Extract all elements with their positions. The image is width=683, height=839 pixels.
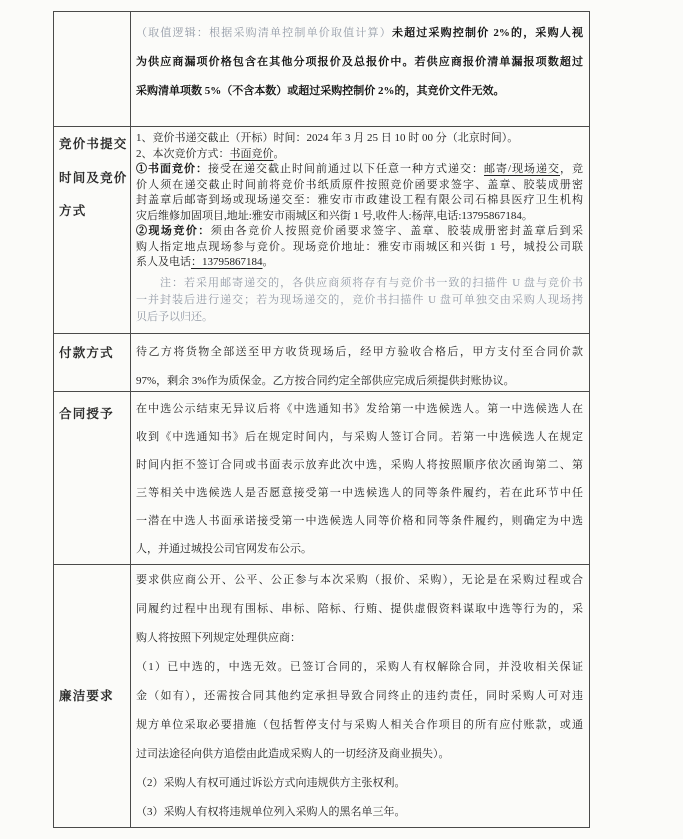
row-header-label: 廉洁要求	[59, 689, 114, 703]
row-header-cell	[54, 127, 131, 333]
text-line	[136, 224, 583, 240]
text-line	[136, 338, 583, 367]
text-segment: 2、本次竞价方式：	[136, 147, 230, 160]
text-line	[136, 535, 583, 563]
row-header-cell	[54, 334, 131, 391]
procurement-table	[53, 11, 590, 828]
text-segment: 。	[262, 256, 274, 268]
text-line	[136, 395, 583, 423]
text-segment: ：13795867184	[191, 256, 263, 268]
text-line	[136, 624, 583, 653]
text-segment: 时间内拒不签订合同或书面表示放弃此次中选，采购人将按照顺序依次函询第二、第	[136, 459, 583, 471]
text-segment: （2）采购人有权可通过诉讼方式向违规供方主张权利。	[136, 777, 406, 789]
text-line	[136, 292, 583, 309]
text-line	[136, 451, 583, 479]
text-segment: 金（如有），还需按合同其他约定承担导致合同终止的违约责任，同时采购人可对违	[136, 690, 583, 702]
text-line	[136, 147, 583, 163]
text-line	[136, 131, 583, 147]
text-line	[136, 309, 583, 326]
text-segment: （3）采购人有权将违规单位列入采购人的黑名单三年。	[136, 806, 406, 818]
text-segment: 过司法途径向供方追偿由此造成采购人的一切经济及商业损失）。	[136, 748, 450, 760]
text-line	[136, 162, 583, 178]
text-line	[136, 798, 583, 827]
text-segment: 封盖章后邮寄到场或现场递交至：雅安市市政建设工程有限公司石棉县医疗卫生机构	[136, 194, 583, 206]
text-line	[136, 479, 583, 507]
text-line	[136, 367, 583, 391]
text-segment: ，竞	[560, 163, 583, 175]
text-line	[136, 275, 583, 292]
text-line	[136, 209, 583, 225]
text-line	[136, 566, 583, 595]
text-segment: 收到《中选通知书》后在规定时间内，与采购人签订合同。若第一中选候选人在规定	[136, 431, 583, 443]
text-segment: 灾后维修加固项目,地址:雅安市雨城区和兴街 1 号,收件人:杨萍,电话:13795867184。	[136, 209, 533, 222]
text-line	[136, 255, 583, 271]
text-segment: 。	[273, 147, 285, 160]
text-segment: 未超过采购控制价 2%的，采购人视	[391, 27, 583, 39]
table-row-integrity	[54, 565, 589, 827]
text-line	[136, 769, 583, 798]
text-segment: （取值逻辑：根据采购清单控制单价取值计算）	[136, 27, 392, 39]
text-segment: 接受在递交截止时间前通过以下任意一种方式递交：	[208, 163, 484, 175]
text-segment: 注：若采用邮寄递交的，各供应商须将存有与竞价书一致的扫描件 U 盘与竞价书	[160, 276, 583, 289]
text-segment: 书面竞价	[229, 147, 274, 160]
row-content-cell	[131, 334, 589, 391]
text-segment: 人，并通过城投公司官网发布公示。	[136, 543, 312, 555]
text-segment: （1）已中选的，中选无效。已签订合同的，采购人有权解除合同，并没收相关保证	[136, 661, 583, 673]
row-header-cell	[54, 12, 131, 126]
text-segment: 规方单位采取必要措施（包括暂停支付与采购人相关合作项目的所有应付账款，或通	[136, 719, 583, 731]
row-header-cell	[54, 565, 131, 827]
row-content-cell	[131, 392, 589, 564]
text-segment: 三等相关中选候选人是否愿意接受第一中选候选人的同等条件履约，若在此环节中任	[136, 487, 583, 499]
row-header-label: 付款方式	[59, 346, 114, 360]
text-line	[136, 193, 583, 209]
text-segment: ②现场竞价：	[136, 225, 211, 237]
text-segment: 待乙方将货物全部送至甲方收货现场后，经甲方验收合格后，甲方支付至合同价款	[136, 346, 583, 358]
text-segment: 一并封装后进行递交；若为现场递交的，竞价书扫描件 U 盘可单独交由采购人现场拷	[136, 293, 583, 306]
row-header-label: 合同授予	[59, 407, 114, 421]
text-segment: 一潜在中选人书面承诺接受第一中选候选人同等价格和同等条件履约，则确定为中选	[136, 515, 583, 527]
text-segment: 1、竞价书递交截止（开标）时间：2024 年 3 月 25 日 10 时 00 分（北京时间）。	[136, 132, 519, 144]
text-line	[136, 48, 583, 77]
text-line	[136, 423, 583, 451]
text-segment: 购人将按照下列规定处理供应商：	[136, 632, 301, 644]
text-segment: 97%，剩余 3%作为质保金。乙方按合同约定全部供应完成后须提供封账协议。	[136, 375, 515, 387]
table-row-award	[54, 392, 589, 565]
text-line	[136, 595, 583, 624]
text-line	[136, 711, 583, 740]
text-line	[136, 178, 583, 194]
row-header-label: 方式	[59, 204, 87, 218]
text-line	[136, 507, 583, 535]
text-segment: ①书面竞价：	[136, 163, 208, 175]
table-row-payment	[54, 334, 589, 392]
text-line	[136, 653, 583, 682]
text-segment: 贝后予以归还。	[136, 310, 213, 323]
text-segment: 采购清单项数 5%（不含本数）或超过采购控制价 2%的，其竞价文件无效。	[136, 85, 505, 97]
row-header-label: 竞价书提交	[59, 137, 128, 151]
row-header-cell	[54, 392, 131, 564]
text-segment: 在中选公示结束无异议后将《中选通知书》发给第一中选候选人。第一中选候选人在	[136, 403, 583, 415]
text-segment: 要求供应商公开、公平、公正参与本次采购（报价、采购），无论是在采购过程或合	[136, 574, 583, 586]
text-segment: 须由各竞价人按照竞价函要求签字、盖章、胶装成册密封盖章后到采	[210, 225, 583, 237]
text-line	[136, 77, 583, 106]
text-segment: 购人指定地点现场参与竞价。现场竞价地址：雅安市雨城区和兴街 1 号，城投公司联	[136, 240, 583, 253]
row-content-cell	[131, 12, 589, 126]
text-line	[136, 240, 583, 256]
row-header-label: 时间及竞价	[59, 170, 128, 185]
row-content-cell	[131, 565, 589, 827]
text-line	[136, 682, 583, 711]
text-segment: 价人须在递交截止时间前将竞价书纸质原件按照竞价函要求签字、盖章、胶装成册密	[136, 178, 583, 191]
table-row-submission	[54, 127, 589, 334]
row-content-cell	[131, 127, 589, 333]
table-row-price-omission-continued	[54, 12, 589, 127]
text-line	[136, 740, 583, 769]
text-segment: 为供应商漏项价格包含在其他分项报价及总报价中。若供应商报价清单漏报项数超过	[136, 56, 583, 68]
text-segment: 同履约过程中出现有围标、串标、陪标、行贿、提供虚假资料谋取中选等行为的，采	[136, 603, 583, 615]
text-segment: 邮寄/现场递交	[483, 163, 561, 175]
text-segment: 系人及电话	[136, 256, 191, 268]
text-line	[136, 19, 583, 48]
